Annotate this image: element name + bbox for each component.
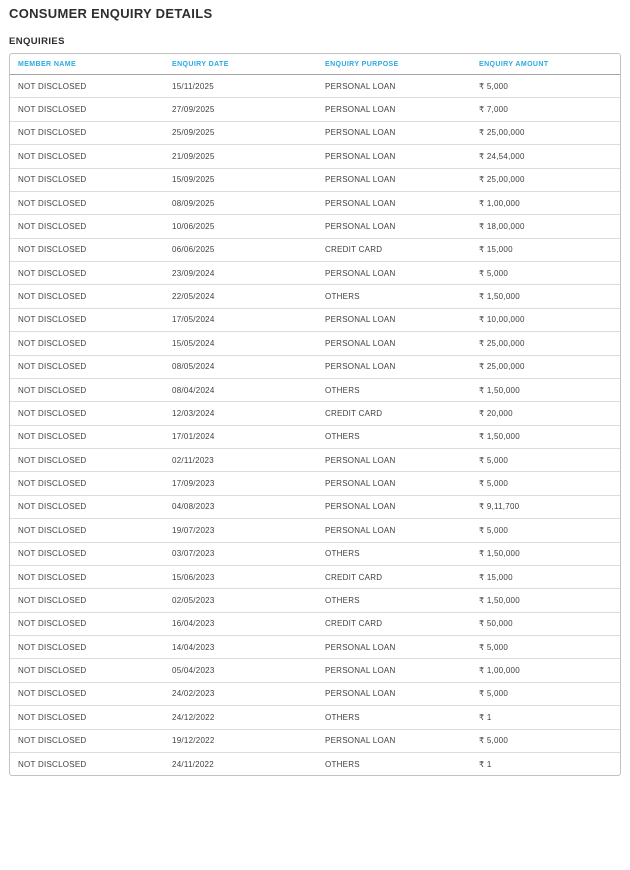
cell-member: NOT DISCLOSED bbox=[10, 215, 164, 238]
cell-purpose: OTHERS bbox=[317, 706, 471, 729]
cell-date: 23/09/2024 bbox=[164, 262, 317, 285]
table-row bbox=[10, 612, 620, 635]
cell-member: NOT DISCLOSED bbox=[10, 589, 164, 612]
cell-date: 14/04/2023 bbox=[164, 636, 317, 659]
table-row bbox=[10, 589, 620, 612]
cell-amount: ₹ 1,00,000 bbox=[471, 191, 620, 214]
cell-member: NOT DISCLOSED bbox=[10, 729, 164, 752]
cell-amount: ₹ 5,000 bbox=[479, 81, 509, 91]
table-row bbox=[10, 98, 620, 121]
cell-date: 24/11/2022 bbox=[164, 752, 317, 775]
cell-amount: ₹ 1,50,000 bbox=[471, 589, 620, 612]
cell-amount: ₹ 5,000 bbox=[471, 449, 620, 472]
cell-purpose: PERSONAL LOAN bbox=[317, 332, 471, 355]
header-row bbox=[10, 54, 620, 75]
cell-date: 19/07/2023 bbox=[164, 519, 317, 542]
cell-amount: ₹ 10,00,000 bbox=[471, 308, 620, 331]
table-row bbox=[10, 285, 620, 308]
table-row bbox=[10, 729, 620, 752]
cell-member: NOT DISCLOSED bbox=[10, 402, 164, 425]
cell-amount: ₹ 5,000 bbox=[471, 682, 620, 705]
cell-purpose: PERSONAL LOAN bbox=[317, 472, 471, 495]
cell-purpose: PERSONAL LOAN bbox=[325, 81, 396, 91]
cell-purpose: PERSONAL LOAN bbox=[317, 519, 471, 542]
cell-amount: ₹ 18,00,000 bbox=[471, 215, 620, 238]
table-row bbox=[10, 542, 620, 565]
cell-amount: ₹ 25,00,000 bbox=[471, 121, 620, 144]
cell-amount: ₹ 15,000 bbox=[471, 565, 620, 588]
cell-amount: ₹ 15,000 bbox=[471, 238, 620, 261]
cell-date: 02/11/2023 bbox=[164, 449, 317, 472]
table-row bbox=[10, 752, 620, 775]
cell-date: 08/05/2024 bbox=[164, 355, 317, 378]
cell-date: 24/02/2023 bbox=[164, 682, 317, 705]
cell-date: 06/06/2025 bbox=[164, 238, 317, 261]
cell-purpose: CREDIT CARD bbox=[317, 612, 471, 635]
table-row bbox=[10, 636, 620, 659]
cell-purpose: OTHERS bbox=[317, 589, 471, 612]
column-header-enquiry-purpose: ENQUIRY PURPOSE bbox=[317, 54, 471, 75]
cell-purpose: PERSONAL LOAN bbox=[317, 145, 471, 168]
table-row bbox=[10, 659, 620, 682]
cell-purpose: PERSONAL LOAN bbox=[317, 98, 471, 121]
cell-purpose: OTHERS bbox=[317, 542, 471, 565]
enquiries-table-header bbox=[10, 54, 620, 75]
table-row bbox=[10, 495, 620, 518]
cell-purpose: PERSONAL LOAN bbox=[317, 659, 471, 682]
cell-member: NOT DISCLOSED bbox=[10, 168, 164, 191]
table-row bbox=[10, 121, 620, 144]
cell-purpose: PERSONAL LOAN bbox=[317, 191, 471, 214]
cell-amount: ₹ 7,000 bbox=[471, 98, 620, 121]
cell-date: 05/04/2023 bbox=[164, 659, 317, 682]
table-row bbox=[10, 472, 620, 495]
cell-purpose: CREDIT CARD bbox=[317, 565, 471, 588]
cell-purpose: PERSONAL LOAN bbox=[317, 168, 471, 191]
table-row bbox=[10, 402, 620, 425]
cell-date: 17/05/2024 bbox=[164, 308, 317, 331]
cell-member: NOT DISCLOSED bbox=[10, 449, 164, 472]
cell-purpose: PERSONAL LOAN bbox=[317, 495, 471, 518]
table-row bbox=[10, 449, 620, 472]
cell-amount: ₹ 1,50,000 bbox=[471, 425, 620, 448]
cell-member: NOT DISCLOSED bbox=[10, 519, 164, 542]
cell-amount: ₹ 5,000 bbox=[471, 262, 620, 285]
cell-amount: ₹ 1 bbox=[471, 706, 620, 729]
cell-amount: ₹ 1,00,000 bbox=[471, 659, 620, 682]
cell-amount: ₹ 5,000 bbox=[471, 472, 620, 495]
table-row bbox=[10, 565, 620, 588]
cell-amount: ₹ 5,000 bbox=[471, 636, 620, 659]
cell-member: NOT DISCLOSED bbox=[10, 659, 164, 682]
cell-member: NOT DISCLOSED bbox=[10, 612, 164, 635]
cell-member: NOT DISCLOSED bbox=[10, 542, 164, 565]
cell-purpose: CREDIT CARD bbox=[317, 402, 471, 425]
cell-member: NOT DISCLOSED bbox=[10, 378, 164, 401]
cell-amount: ₹ 25,00,000 bbox=[471, 355, 620, 378]
table-row bbox=[10, 378, 620, 401]
cell-purpose: CREDIT CARD bbox=[317, 238, 471, 261]
cell-member: NOT DISCLOSED bbox=[10, 145, 164, 168]
cell-date: 21/09/2025 bbox=[164, 145, 317, 168]
cell-purpose: PERSONAL LOAN bbox=[317, 729, 471, 752]
cell-date: 08/04/2024 bbox=[164, 378, 317, 401]
column-header-enquiry-amount: ENQUIRY AMOUNT bbox=[471, 54, 620, 75]
cell-purpose: PERSONAL LOAN bbox=[317, 121, 471, 144]
cell-purpose: PERSONAL LOAN bbox=[317, 449, 471, 472]
cell-member: NOT DISCLOSED bbox=[10, 191, 164, 214]
column-header-member-name: MEMBER NAME bbox=[10, 54, 164, 75]
cell-amount: ₹ 25,00,000 bbox=[471, 332, 620, 355]
cell-purpose: OTHERS bbox=[317, 285, 471, 308]
enquiries-table bbox=[10, 54, 620, 775]
cell-amount: ₹ 1,50,000 bbox=[471, 378, 620, 401]
cell-member: NOT DISCLOSED bbox=[10, 752, 164, 775]
cell-amount: ₹ 5,000 bbox=[471, 729, 620, 752]
cell-amount: ₹ 25,00,000 bbox=[471, 168, 620, 191]
cell-amount: ₹ 5,000 bbox=[471, 519, 620, 542]
cell-amount: ₹ 24,54,000 bbox=[471, 145, 620, 168]
cell-purpose: PERSONAL LOAN bbox=[317, 262, 471, 285]
cell-date: 03/07/2023 bbox=[164, 542, 317, 565]
cell-member: NOT DISCLOSED bbox=[10, 425, 164, 448]
table-row bbox=[10, 238, 620, 261]
page-title: CONSUMER ENQUIRY DETAILS bbox=[9, 6, 213, 21]
cell-member: NOT DISCLOSED bbox=[18, 81, 87, 91]
cell-date: 16/04/2023 bbox=[164, 612, 317, 635]
cell-amount: ₹ 9,11,700 bbox=[471, 495, 620, 518]
cell-date: 27/09/2025 bbox=[164, 98, 317, 121]
cell-date: 19/12/2022 bbox=[164, 729, 317, 752]
cell-amount: ₹ 1,50,000 bbox=[471, 285, 620, 308]
cell-member: NOT DISCLOSED bbox=[10, 332, 164, 355]
cell-purpose: PERSONAL LOAN bbox=[317, 215, 471, 238]
table-row bbox=[10, 706, 620, 729]
table-row bbox=[10, 519, 620, 542]
cell-purpose: PERSONAL LOAN bbox=[317, 636, 471, 659]
table-row bbox=[10, 355, 620, 378]
table-row bbox=[10, 145, 620, 168]
enquiries-section-title: ENQUIRIES bbox=[9, 36, 65, 47]
cell-date: 17/01/2024 bbox=[164, 425, 317, 448]
cell-date: 15/05/2024 bbox=[164, 332, 317, 355]
table-row bbox=[10, 262, 620, 285]
cell-member: NOT DISCLOSED bbox=[10, 706, 164, 729]
column-header-enquiry-date: ENQUIRY DATE bbox=[164, 54, 317, 75]
table-row bbox=[10, 215, 620, 238]
cell-date: 08/09/2025 bbox=[164, 191, 317, 214]
cell-purpose: PERSONAL LOAN bbox=[317, 355, 471, 378]
cell-purpose: OTHERS bbox=[317, 378, 471, 401]
cell-purpose: PERSONAL LOAN bbox=[317, 682, 471, 705]
enquiries-table-body bbox=[10, 75, 620, 776]
cell-member: NOT DISCLOSED bbox=[10, 308, 164, 331]
cell-amount: ₹ 50,000 bbox=[471, 612, 620, 635]
table-row bbox=[10, 682, 620, 705]
table-row bbox=[10, 308, 620, 331]
cell-member: NOT DISCLOSED bbox=[10, 98, 164, 121]
enquiries-table-container bbox=[9, 53, 621, 776]
cell-date: 04/08/2023 bbox=[164, 495, 317, 518]
cell-purpose: OTHERS bbox=[317, 425, 471, 448]
cell-amount: ₹ 20,000 bbox=[471, 402, 620, 425]
cell-member: NOT DISCLOSED bbox=[10, 565, 164, 588]
cell-date: 15/11/2025 bbox=[172, 81, 214, 91]
cell-date: 22/05/2024 bbox=[164, 285, 317, 308]
cell-purpose: OTHERS bbox=[317, 752, 471, 775]
cell-date: 12/03/2024 bbox=[164, 402, 317, 425]
cell-member: NOT DISCLOSED bbox=[10, 262, 164, 285]
cell-member: NOT DISCLOSED bbox=[10, 682, 164, 705]
cell-member: NOT DISCLOSED bbox=[10, 121, 164, 144]
cell-member: NOT DISCLOSED bbox=[10, 238, 164, 261]
cell-date: 15/06/2023 bbox=[164, 565, 317, 588]
table-row bbox=[10, 168, 620, 191]
cell-member: NOT DISCLOSED bbox=[10, 636, 164, 659]
table-row bbox=[10, 425, 620, 448]
cell-date: 10/06/2025 bbox=[164, 215, 317, 238]
cell-date: 17/09/2023 bbox=[164, 472, 317, 495]
cell-purpose: PERSONAL LOAN bbox=[317, 308, 471, 331]
cell-amount: ₹ 1 bbox=[471, 752, 620, 775]
cell-member: NOT DISCLOSED bbox=[10, 285, 164, 308]
cell-date: 15/09/2025 bbox=[164, 168, 317, 191]
table-row bbox=[10, 191, 620, 214]
cell-date: 24/12/2022 bbox=[164, 706, 317, 729]
table-row bbox=[10, 75, 620, 98]
cell-date: 25/09/2025 bbox=[164, 121, 317, 144]
cell-member: NOT DISCLOSED bbox=[10, 495, 164, 518]
cell-date: 02/05/2023 bbox=[164, 589, 317, 612]
table-row bbox=[10, 332, 620, 355]
cell-member: NOT DISCLOSED bbox=[10, 355, 164, 378]
cell-amount: ₹ 1,50,000 bbox=[471, 542, 620, 565]
cell-member: NOT DISCLOSED bbox=[10, 472, 164, 495]
